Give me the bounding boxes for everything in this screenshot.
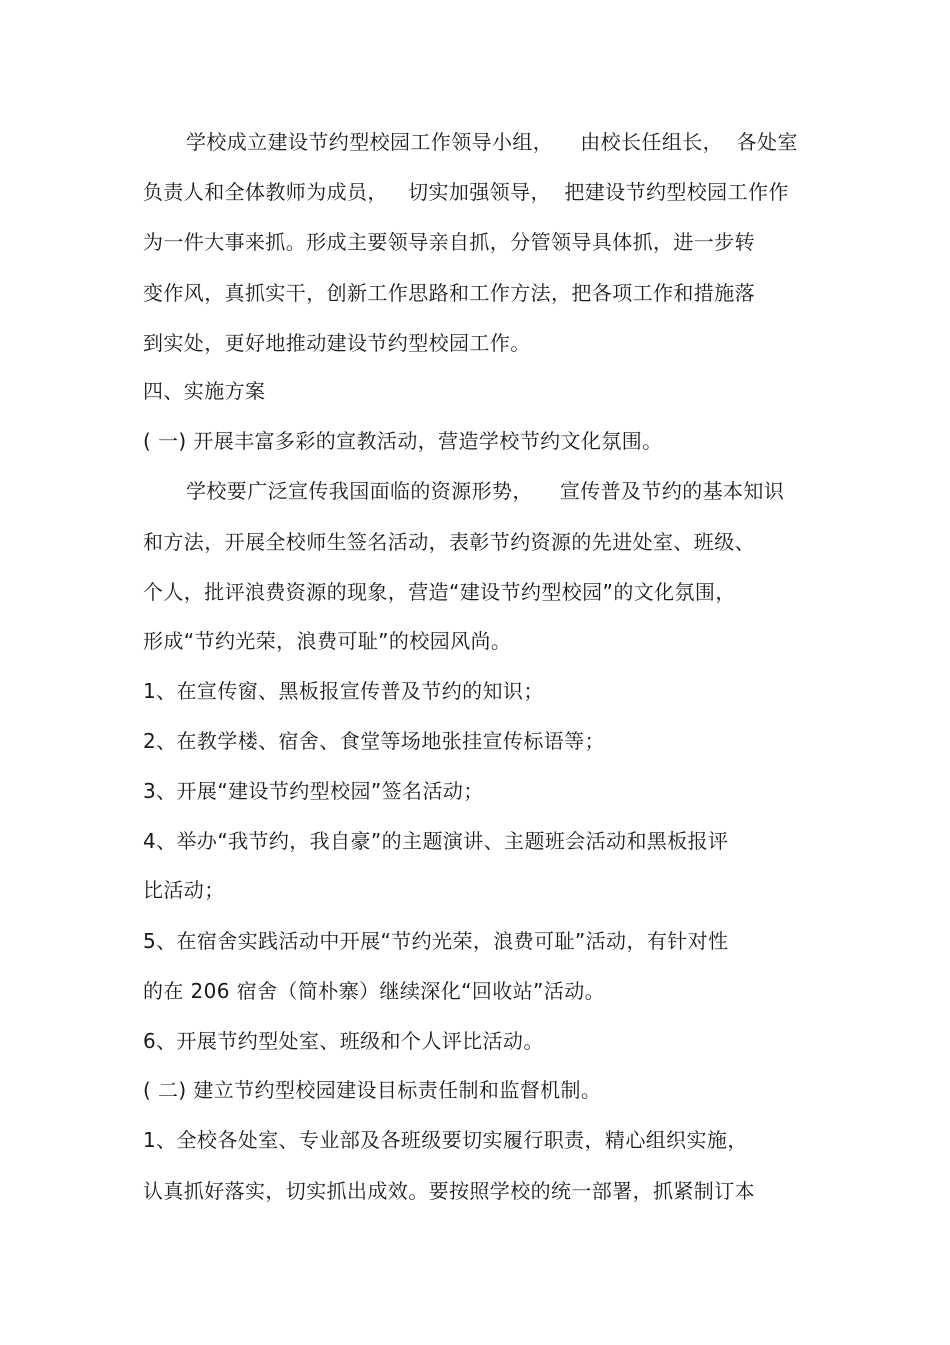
list-item-continuation: 认真抓好落实，切实抓出成效。要按照学校的统一部署，抓紧制订本 (143, 1179, 755, 1203)
paragraph-line: 和方法，开展全校师生签名活动，表彰节约资源的先进处室、班级、 (143, 530, 755, 554)
paragraph-line: 个人，批评浪费资源的现象，营造“建设节约型校园”的文化氛围， (143, 580, 736, 604)
subsection-heading: ( 二) 建立节约型校园建设目标责任制和监督机制。 (143, 1078, 602, 1102)
subsection-heading: ( 一) 开展丰富多彩的宣教活动，营造学校节约文化氛围。 (143, 429, 663, 453)
list-item-continuation: 的在 206 宿舍（简朴寨）继续深化“回收站”活动。 (143, 979, 606, 1003)
section-heading: 四、实施方案 (143, 379, 266, 403)
list-item: 6、开展节约型处室、班级和个人评比活动。 (143, 1029, 544, 1053)
paragraph-line: 为一件大事来抓。形成主要领导亲自抓，分管领导具体抓，进一步转 (143, 230, 755, 254)
paragraph-line: 变作风，真抓实干，创新工作思路和工作方法，把各项工作和措施落 (143, 281, 755, 305)
list-item: 4、举办“我节约，我自豪”的主题演讲、主题班会活动和黑板报评 (143, 829, 729, 853)
paragraph-line: 学校成立建设节约型校园工作领导小组， 由校长任组长， 各处室 (186, 130, 798, 154)
paragraph-line: 学校要广泛宣传我国面临的资源形势， 宣传普及节约的基本知识 (186, 479, 785, 503)
list-item: 1、全校各处室、专业部及各班级要切实履行职责，精心组织实施， (143, 1128, 748, 1152)
list-item-continuation: 比活动； (143, 878, 225, 902)
paragraph-line: 负责人和全体教师为成员， 切实加强领导， 把建设节约型校园工作作 (143, 180, 789, 204)
paragraph-line: 到实处，更好地推动建设节约型校园工作。 (143, 331, 531, 355)
list-item: 5、在宿舍实践活动中开展“节约光荣，浪费可耻”活动，有针对性 (143, 929, 729, 953)
list-item: 1、在宣传窗、黑板报宣传普及节约的知识； (143, 679, 544, 703)
list-item: 2、在教学楼、宿舍、食堂等场地张挂宣传标语等； (143, 729, 605, 753)
list-item: 3、开展“建设节约型校园”签名活动； (143, 779, 484, 803)
paragraph-line: 形成“节约光荣，浪费可耻”的校园风尚。 (143, 629, 512, 653)
